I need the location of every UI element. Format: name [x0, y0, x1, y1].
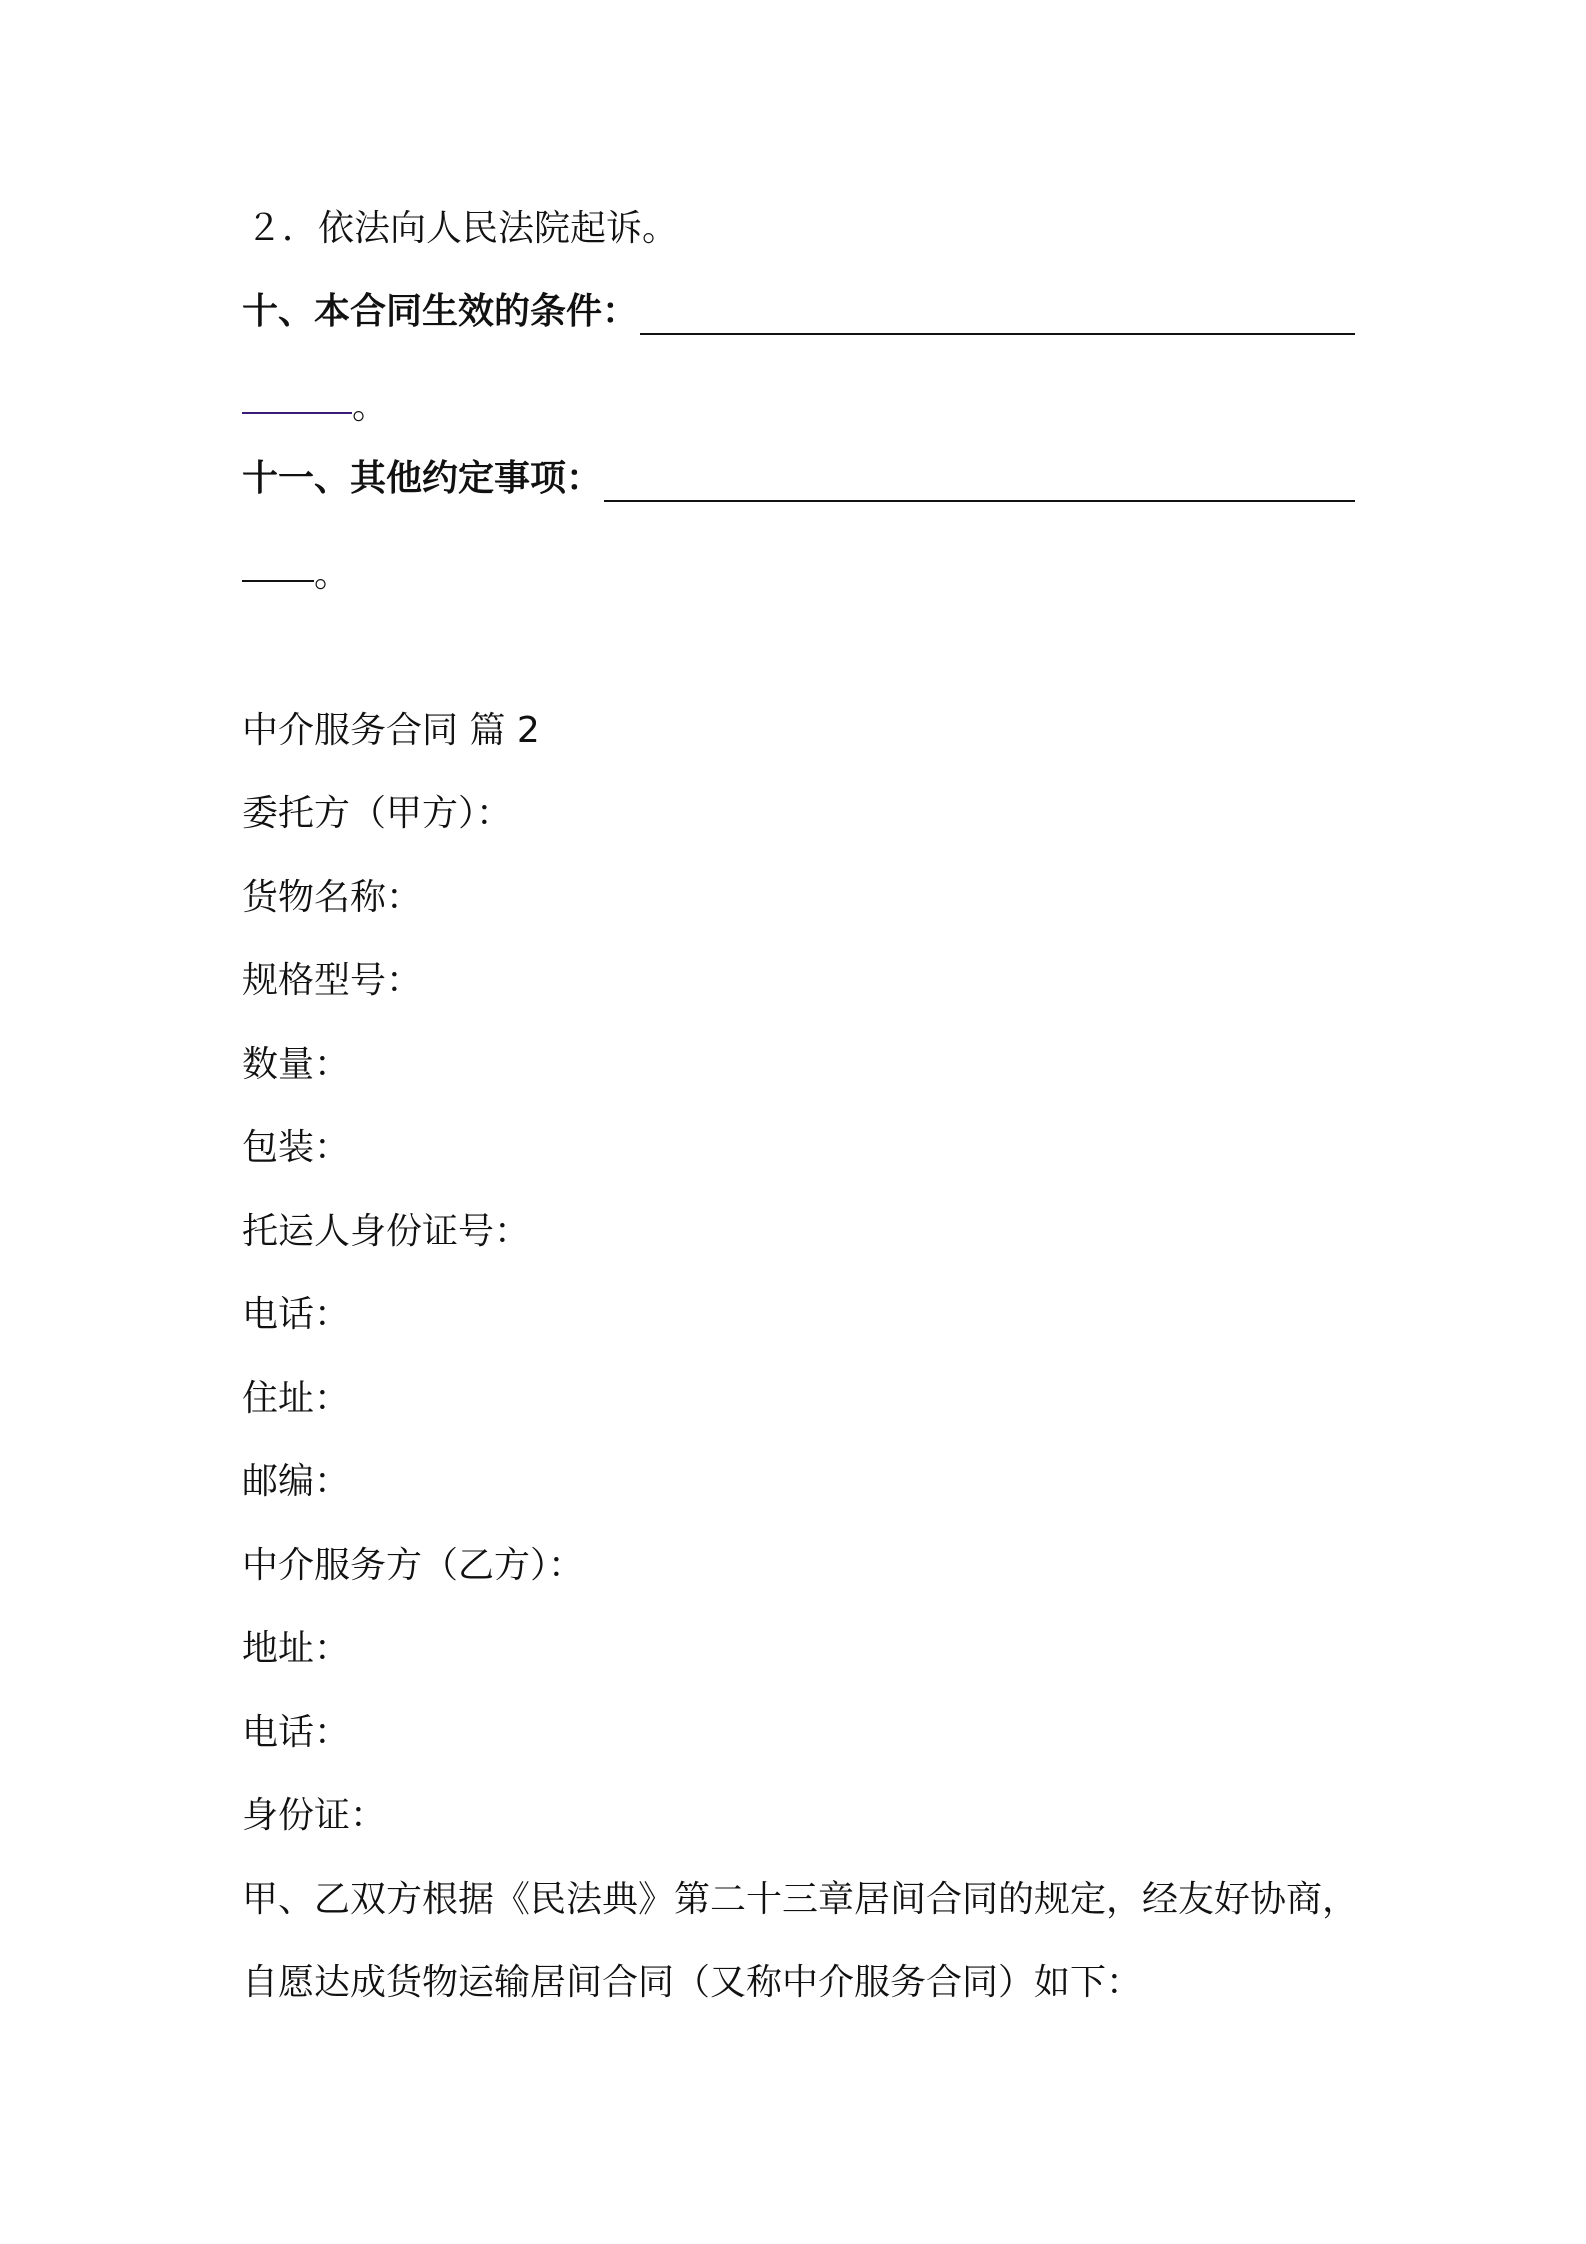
field-packaging: 包装： — [242, 1127, 351, 1168]
clause-11-label: 十一、其他约定事项： — [242, 458, 603, 499]
clause-10-label: 十、本合同生效的条件： — [242, 291, 639, 332]
clause-10-blank-line-continued — [242, 412, 352, 414]
item-2-text: ２．依法向人民法院起诉。 — [246, 208, 679, 249]
field-spec-model: 规格型号： — [242, 960, 423, 1001]
clause-10-blank-line — [640, 333, 1355, 335]
field-address-b: 地址： — [242, 1628, 351, 1669]
clause-11-blank-line — [604, 500, 1355, 502]
field-quantity: 数量： — [242, 1044, 351, 1085]
field-postcode: 邮编： — [242, 1461, 351, 1502]
contract-title: 中介服务合同 篇 2 — [242, 710, 540, 751]
field-client-party-a: 委托方（甲方）： — [242, 793, 513, 834]
clause-10-period: 。 — [352, 386, 389, 427]
field-goods-name: 货物名称： — [242, 877, 423, 918]
field-phone-b: 电话： — [242, 1712, 351, 1753]
field-phone-a: 电话： — [242, 1294, 351, 1335]
field-shipper-id-number: 托运人身份证号： — [242, 1211, 531, 1252]
clause-11-blank-line-continued — [242, 580, 314, 582]
field-address-a: 住址： — [242, 1378, 351, 1419]
field-id-card: 身份证： — [242, 1795, 387, 1836]
body-paragraph-line-2: 自愿达成货物运输居间合同（又称中介服务合同）如下： — [242, 1962, 1143, 2003]
clause-11-period: 。 — [314, 554, 351, 595]
body-paragraph-line-1: 甲、乙双方根据《民法典》第二十三章居间合同的规定，经友好协商， — [242, 1879, 1359, 1920]
field-agent-party-b: 中介服务方（乙方）： — [242, 1545, 585, 1586]
